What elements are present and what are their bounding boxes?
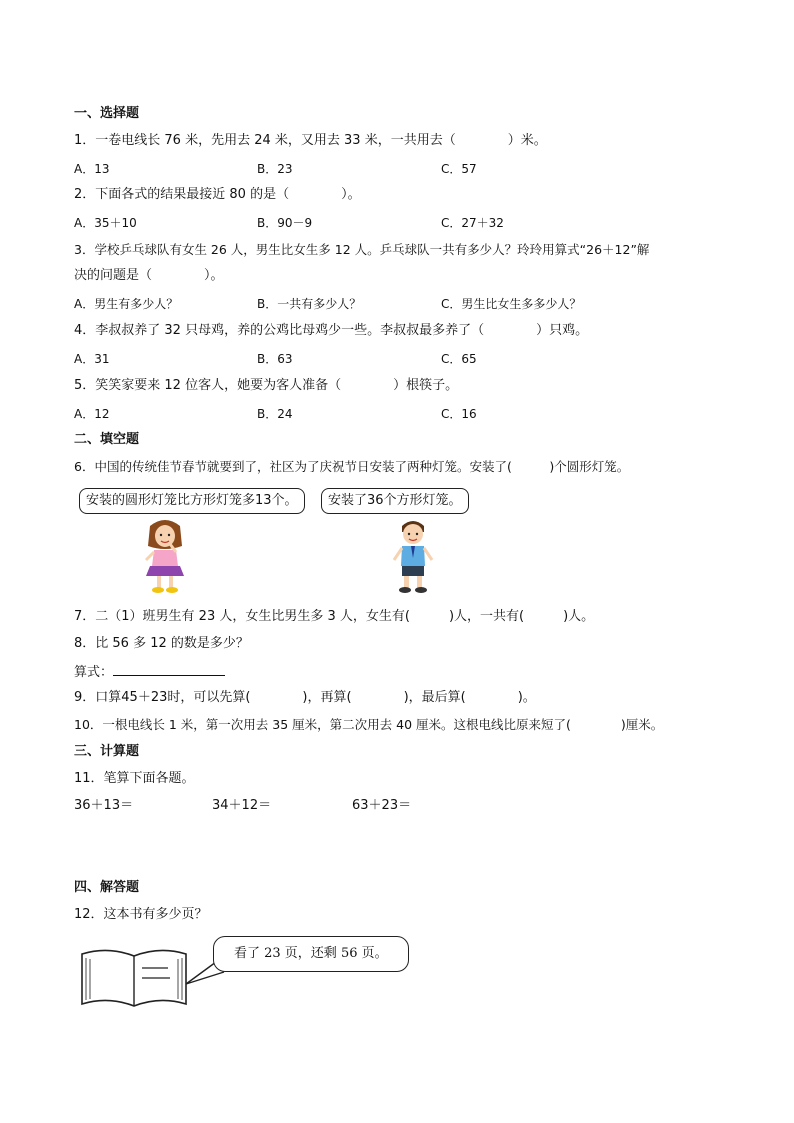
book-speech-bubble: 看了 23 页，还剩 56 页。: [213, 936, 409, 972]
section-heading-fill: 二、填空题: [74, 432, 140, 447]
open-book-icon: [78, 944, 190, 1010]
q1-option-c: C．57: [441, 162, 477, 176]
q11-item-3: 63＋23＝: [352, 798, 412, 813]
boy-speech-bubble: 安装了36个方形灯笼。: [321, 488, 469, 514]
q5-option-a: A．12: [74, 407, 110, 421]
q3-option-c: C．男生比女生多多少人？: [441, 297, 582, 311]
q8-formula-line: [74, 663, 225, 681]
question-10: 10．一根电线长 1 米，第一次用去 35 厘米，第二次用去 40 厘米。这根电线比原来短了( )厘米。: [74, 717, 664, 732]
q11-item-2: 34＋12＝: [212, 798, 272, 813]
q2-option-c: C．27＋32: [441, 216, 504, 230]
question-4: 4．李叔叔养了 32 只母鸡，养的公鸡比母鸡少一些。李叔叔最多养了（ ）只鸡。: [74, 323, 589, 338]
question-11: 11．笔算下面各题。: [74, 771, 195, 786]
question-1: 1．一卷电线长 76 米，先用去 24 米，又用去 33 米，一共用去（ ）米。: [74, 133, 547, 148]
question-5: 5．笑笑家要来 12 位客人，她要为客人准备（ ）根筷子。: [74, 378, 459, 393]
question-3-line-1: 3．学校乒乓球队有女生 26 人，男生比女生多 12 人。乒乓球队一共有多少人？玲玲用算式“26＋12”解: [74, 242, 650, 257]
question-12: 12．这本书有多少页？: [74, 907, 208, 922]
question-8: 8．比 56 多 12 的数是多少？: [74, 636, 249, 651]
section-heading-choice: 一、选择题: [74, 106, 140, 121]
girl-speech-bubble: 安装的圆形灯笼比方形灯笼多13个。: [79, 488, 305, 514]
question-6: 6．中国的传统佳节春节就要到了，社区为了庆祝节日安装了两种灯笼。安装了( )个圆形灯笼。: [74, 459, 630, 474]
q11-item-1: 36＋13＝: [74, 798, 134, 813]
question-9: 9．口算45＋23时，可以先算( )，再算( )，最后算( )。: [74, 690, 536, 705]
girl-illustration: [140, 516, 190, 596]
q2-option-a: A．35＋10: [74, 216, 137, 230]
q2-option-b: B．90－9: [257, 216, 313, 230]
q1-option-a: A．13: [74, 162, 110, 176]
section-heading-solve: 四、解答题: [74, 880, 140, 895]
question-3-line-2: 决的问题是（ ）。: [74, 268, 224, 283]
q4-option-c: C．65: [441, 352, 477, 366]
boy-illustration: [390, 516, 436, 596]
question-2: 2．下面各式的结果最接近 80 的是（ ）。: [74, 187, 361, 202]
q8-answer-blank[interactable]: [113, 663, 225, 676]
q4-option-b: B．63: [257, 352, 293, 366]
q5-option-c: C．16: [441, 407, 477, 421]
q4-option-a: A．31: [74, 352, 110, 366]
q8-formula-label: 算式：: [74, 665, 114, 680]
section-heading-calc: 三、计算题: [74, 744, 140, 759]
q3-option-a: A．男生有多少人？: [74, 297, 179, 311]
q5-option-b: B．24: [257, 407, 293, 421]
q3-option-b: B．一共有多少人？: [257, 297, 362, 311]
q1-option-b: B．23: [257, 162, 293, 176]
question-7: 7．二（1）班男生有 23 人，女生比男生多 3 人，女生有( )人，一共有( )人。: [74, 609, 595, 624]
